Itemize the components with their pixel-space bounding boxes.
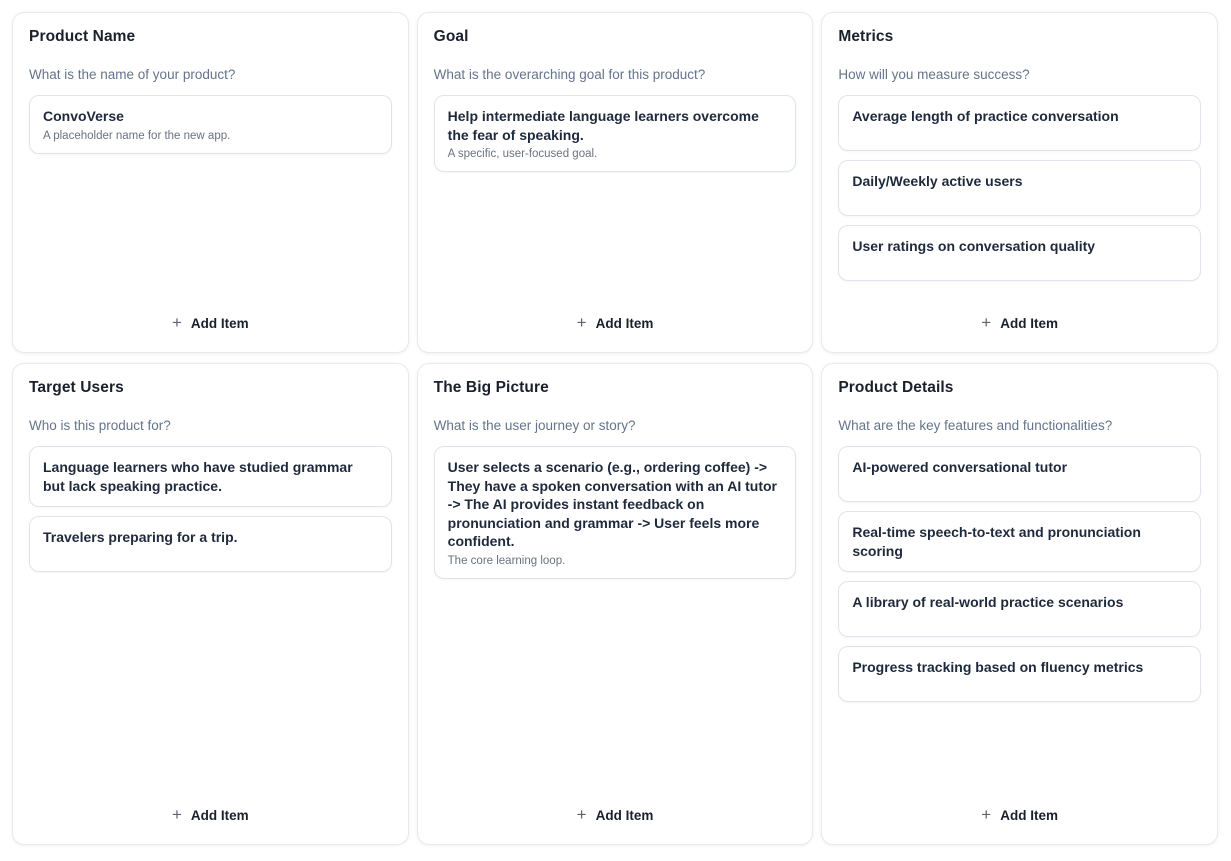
add-item-button[interactable] xyxy=(162,799,259,826)
section-card xyxy=(12,363,409,845)
section-items xyxy=(29,95,392,154)
section-items xyxy=(434,95,797,172)
plus-icon: + xyxy=(576,805,587,824)
plus-icon: + xyxy=(171,805,182,824)
add-item-button[interactable] xyxy=(971,307,1068,334)
add-item-button[interactable] xyxy=(971,799,1068,826)
section-question: How will you measure success? xyxy=(838,67,1030,82)
item-subtitle: The core learning loop. xyxy=(447,555,566,568)
list-item[interactable] xyxy=(434,446,797,579)
item-title: Help intermediate language learners overcome the fear of speaking. xyxy=(447,108,759,143)
add-item-label: Add Item xyxy=(595,316,654,331)
section-title: Product Name xyxy=(29,28,136,45)
list-item[interactable] xyxy=(838,160,1201,216)
item-title: Real-time speech-to-text and pronunciation scoring xyxy=(852,524,1141,559)
add-item-label: Add Item xyxy=(1000,808,1058,823)
add-item-button[interactable] xyxy=(567,307,664,334)
item-title: Travelers preparing for a trip. xyxy=(43,529,238,546)
list-item[interactable] xyxy=(29,516,392,572)
plus-icon: + xyxy=(981,805,992,824)
list-item[interactable] xyxy=(838,446,1201,502)
plus-icon: + xyxy=(576,313,587,332)
item-title: User selects a scenario (e.g., ordering coffee) -> They have a spoken conversation with an AI tutor -> The AI provides instant feedback on pronunciation and grammar -> User feels more confident. xyxy=(447,459,777,550)
section-card xyxy=(417,363,814,845)
section-title: Product Details xyxy=(838,379,954,396)
section-question: What is the user journey or story? xyxy=(433,418,636,433)
list-item[interactable] xyxy=(838,511,1201,572)
list-item[interactable] xyxy=(29,446,392,507)
section-title: Metrics xyxy=(838,28,894,45)
list-item[interactable] xyxy=(29,95,392,154)
section-items xyxy=(838,446,1201,702)
plus-icon: + xyxy=(981,313,992,332)
section-title: Target Users xyxy=(29,379,124,396)
item-title: Average length of practice conversation xyxy=(852,108,1119,124)
item-subtitle: A placeholder name for the new app. xyxy=(43,129,231,142)
add-item-label: Add Item xyxy=(190,808,249,823)
list-item[interactable] xyxy=(838,581,1201,637)
add-item-button[interactable] xyxy=(162,307,259,334)
item-title: Language learners who have studied grammar but lack speaking practice. xyxy=(43,459,353,494)
item-title: User ratings on conversation quality xyxy=(852,238,1096,254)
section-card xyxy=(821,12,1218,353)
section-question: Who is this product for? xyxy=(29,418,171,433)
list-item[interactable] xyxy=(838,95,1201,151)
section-items xyxy=(838,95,1201,281)
section-title: The Big Picture xyxy=(433,379,549,396)
section-card xyxy=(821,363,1218,845)
item-title: Daily/Weekly active users xyxy=(852,173,1023,189)
list-item[interactable] xyxy=(434,95,797,172)
section-items xyxy=(434,446,797,579)
section-card xyxy=(417,12,814,353)
add-item-button[interactable] xyxy=(567,799,664,826)
add-item-label: Add Item xyxy=(190,316,249,331)
section-items xyxy=(29,446,392,572)
plus-icon: + xyxy=(171,313,182,332)
section-question: What is the name of your product? xyxy=(29,67,236,82)
list-item[interactable] xyxy=(838,646,1201,702)
section-question: What is the overarching goal for this product? xyxy=(433,67,706,82)
add-item-label: Add Item xyxy=(595,808,654,823)
item-title: AI-powered conversational tutor xyxy=(852,459,1068,475)
item-title: A library of real-world practice scenarios xyxy=(852,594,1124,611)
list-item[interactable] xyxy=(838,225,1201,281)
section-card xyxy=(12,12,409,353)
item-subtitle: A specific, user-focused goal. xyxy=(447,148,598,161)
section-title: Goal xyxy=(433,28,469,45)
section-question: What are the key features and functionalities? xyxy=(838,418,1113,433)
add-item-label: Add Item xyxy=(1000,316,1058,331)
item-title: Progress tracking based on fluency metrics xyxy=(852,659,1144,676)
item-title: ConvoVerse xyxy=(43,108,124,124)
